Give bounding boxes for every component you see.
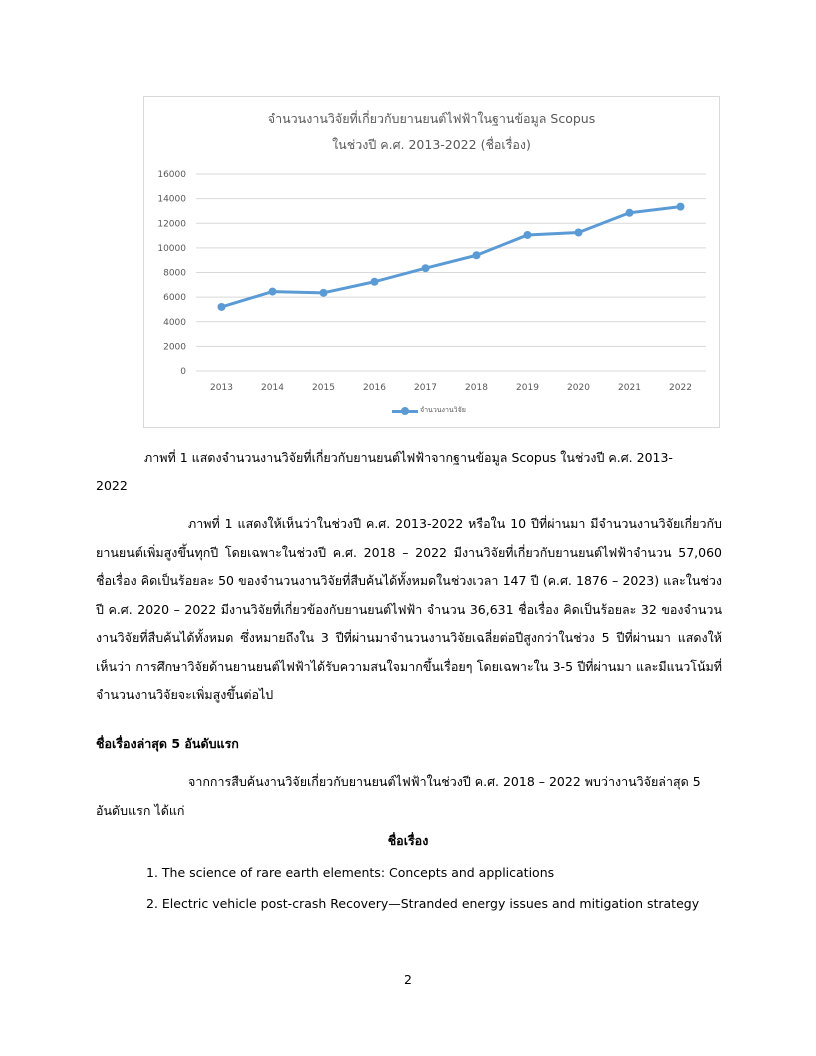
figure-caption: ภาพที่ 1 แสดงจำนวนงานวิจัยที่เกี่ยวกับยานยนต์ไฟฟ้าจากฐานข้อมูล Scopus ในช่วงปี ค.ศ. 2013- [144, 450, 673, 465]
x-tick-label: 2019 [516, 383, 539, 393]
x-tick-label: 2018 [465, 383, 488, 393]
y-tick-label: 14000 [157, 194, 186, 205]
y-tick-label: 2000 [163, 342, 186, 353]
y-tick-label: 0 [180, 367, 186, 377]
data-point [626, 209, 634, 217]
y-tick-label: 8000 [163, 268, 186, 279]
page-number: 2 [404, 972, 412, 987]
data-point [575, 228, 583, 236]
title-list [146, 857, 699, 919]
x-tick-label: 2020 [567, 383, 590, 393]
chart-plot [144, 97, 721, 429]
x-tick-label: 2016 [363, 383, 386, 393]
x-tick-label: 2013 [210, 383, 233, 393]
data-point [371, 278, 379, 286]
legend-label: จำนวนงานวิจัย [420, 406, 466, 414]
section-heading: ชื่อเรื่องล่าสุด 5 อันดับแรก [96, 736, 239, 751]
data-point [218, 303, 226, 311]
body-paragraph-2 [96, 768, 722, 825]
list-item: 2. Electric vehicle post-crash Recovery—Stranded energy issues and mitigation strategy [146, 896, 700, 911]
data-point [269, 288, 277, 296]
data-point [677, 203, 685, 211]
data-point [524, 231, 532, 239]
x-tick-label: 2014 [261, 383, 284, 393]
x-tick-label: 2017 [414, 383, 437, 393]
body-paragraph-1 [96, 510, 722, 710]
chart-legend [392, 405, 466, 416]
x-tick-label: 2022 [669, 383, 692, 393]
series-line [222, 207, 681, 307]
y-tick-label: 12000 [157, 219, 186, 230]
chart-subtitle: ในช่วงปี ค.ศ. 2013-2022 (ชื่อเรื่อง) [332, 137, 531, 152]
body-paragraph-2-text: จากการสืบค้นงานวิจัยเกี่ยวกับยานยนต์ไฟฟ้าในช่วงปี ค.ศ. 2018 – 2022 พบว่างานวิจัยล่าสุด 5 อันดับแรก ได้แก่ [96, 774, 701, 818]
list-heading: ชื่อเรื่อง [387, 833, 429, 848]
figure-caption-continued: 2022 [96, 478, 128, 493]
chart-title: จำนวนงานวิจัยที่เกี่ยวกับยานยนต์ไฟฟ้าในฐานข้อมูล Scopus [267, 111, 596, 126]
data-point [473, 251, 481, 259]
y-tick-label: 6000 [163, 293, 186, 304]
x-tick-label: 2015 [312, 383, 335, 393]
data-point [320, 289, 328, 297]
chart-container [143, 96, 720, 428]
y-tick-label: 10000 [157, 243, 186, 254]
body-paragraph-1-text: ภาพที่ 1 แสดงให้เห็นว่าในช่วงปี ค.ศ. 2013-2022 หรือใน 10 ปีที่ผ่านมา มีจำนวนงานวิจัยเกี่ยวกับยานยนต์เพิ่มสูงขึ้นทุกปี โดยเฉพาะในช่วงปี ค.ศ. 2018 – 2022 มีงานวิจัยที่เกี่ยวกับยานยนต์ไฟฟ้าจำนวน 57,060 ชื่อเรื่อง คิดเป็นร้อยละ 50 ของจำนวนงานวิจัยที่สืบค้นได้ทั้งหมดในช่วงเวลา 147 ปี (ค.ศ. 1876 – 2023) และในช่วงปี ค.ศ. 2020 – 2022 มีงานวิจัยที่เกี่ยวข้องกับยานยนต์ไฟฟ้า จำนวน 36,631 ชื่อเรื่อง คิดเป็นร้อยละ 32 ของจำนวนงานวิจัยที่สืบค้นได้ทั้งหมด ซึ่งหมายถึงใน 3 ปีที่ผ่านมาจำนวนงานวิจัยเฉลี่ยต่อปีสูงกว่าในช่วง 5 ปีที่ผ่านมา แสดงให้เห็นว่า การศึกษาวิจัยด้านยานยนต์ไฟฟ้าได้รับความสนใจมากขึ้นเรื่อยๆ โดยเฉพาะใน 3-5 ปีที่ผ่านมา และมีแนวโน้มที่จำนวนงานวิจัยจะเพิ่มสูงขึ้นต่อไป [96, 516, 722, 702]
legend-line-marker-icon [392, 406, 418, 416]
list-item: 1. The science of rare earth elements: Concepts and applications [146, 865, 555, 880]
y-tick-label: 4000 [163, 317, 186, 328]
y-tick-label: 16000 [157, 170, 186, 180]
x-tick-label: 2021 [618, 383, 641, 393]
data-point [422, 264, 430, 272]
